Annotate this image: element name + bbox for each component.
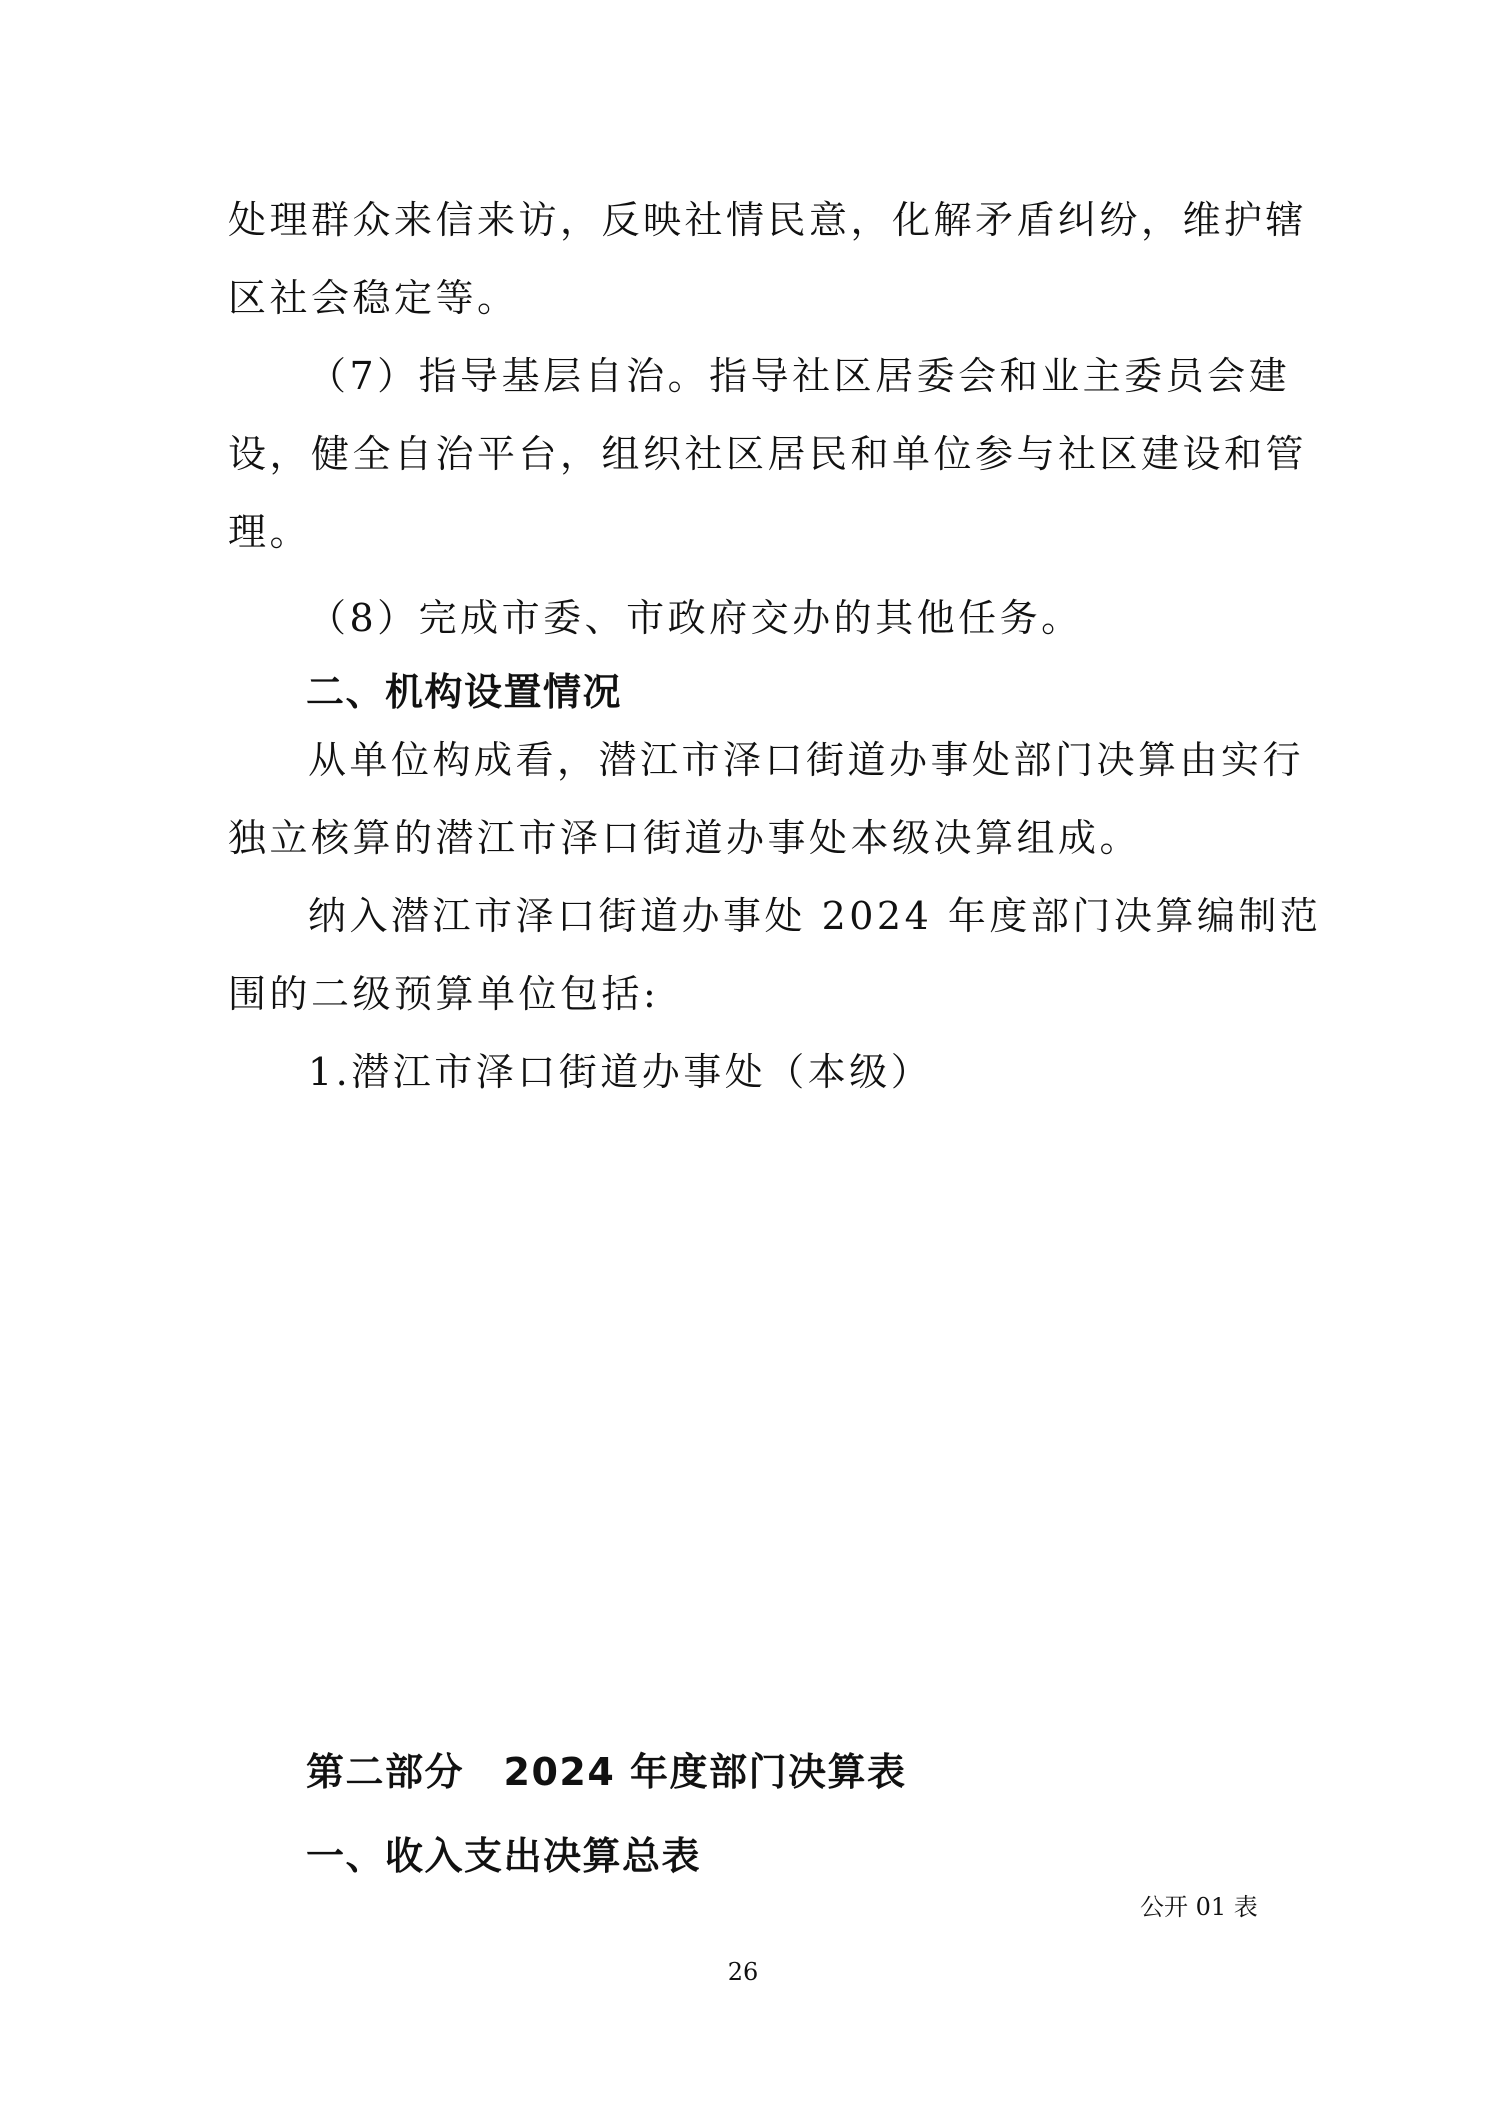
section-heading: 二、机构设置情况 — [306, 670, 623, 714]
paragraph-line: （8）完成市委、市政府交办的其他任务。 — [308, 596, 1083, 640]
table-heading: 一、收入支出决算总表 — [306, 1834, 702, 1878]
paragraph-line: 从单位构成看，潜江市泽口街道办事处部门决算由实行 — [308, 738, 1305, 782]
list-item: 1.潜江市泽口街道办事处（本级） — [308, 1050, 933, 1094]
paragraph-line: 纳入潜江市泽口街道办事处 2024 年度部门决算编制范 — [308, 894, 1322, 938]
paragraph-line: （7）指导基层自治。指导社区居委会和业主委员会建 — [308, 354, 1291, 398]
paragraph-line: 围的二级预算单位包括: — [228, 972, 660, 1016]
paragraph-line: 独立核算的潜江市泽口街道办事处本级决算组成。 — [228, 816, 1142, 860]
paragraph-line: 理。 — [228, 510, 312, 554]
paragraph-line: 处理群众来信来访，反映社情民意，化解矛盾纠纷，维护辖 — [228, 198, 1308, 242]
form-code: 公开 01 表 — [1140, 1893, 1258, 1921]
paragraph-line: 区社会稳定等。 — [228, 276, 519, 320]
page-number: 26 — [727, 1958, 759, 1986]
paragraph-line: 设，健全自治平台，组织社区居民和单位参与社区建设和管 — [228, 432, 1308, 476]
part-heading: 第二部分 2024 年度部门决算表 — [306, 1750, 907, 1794]
